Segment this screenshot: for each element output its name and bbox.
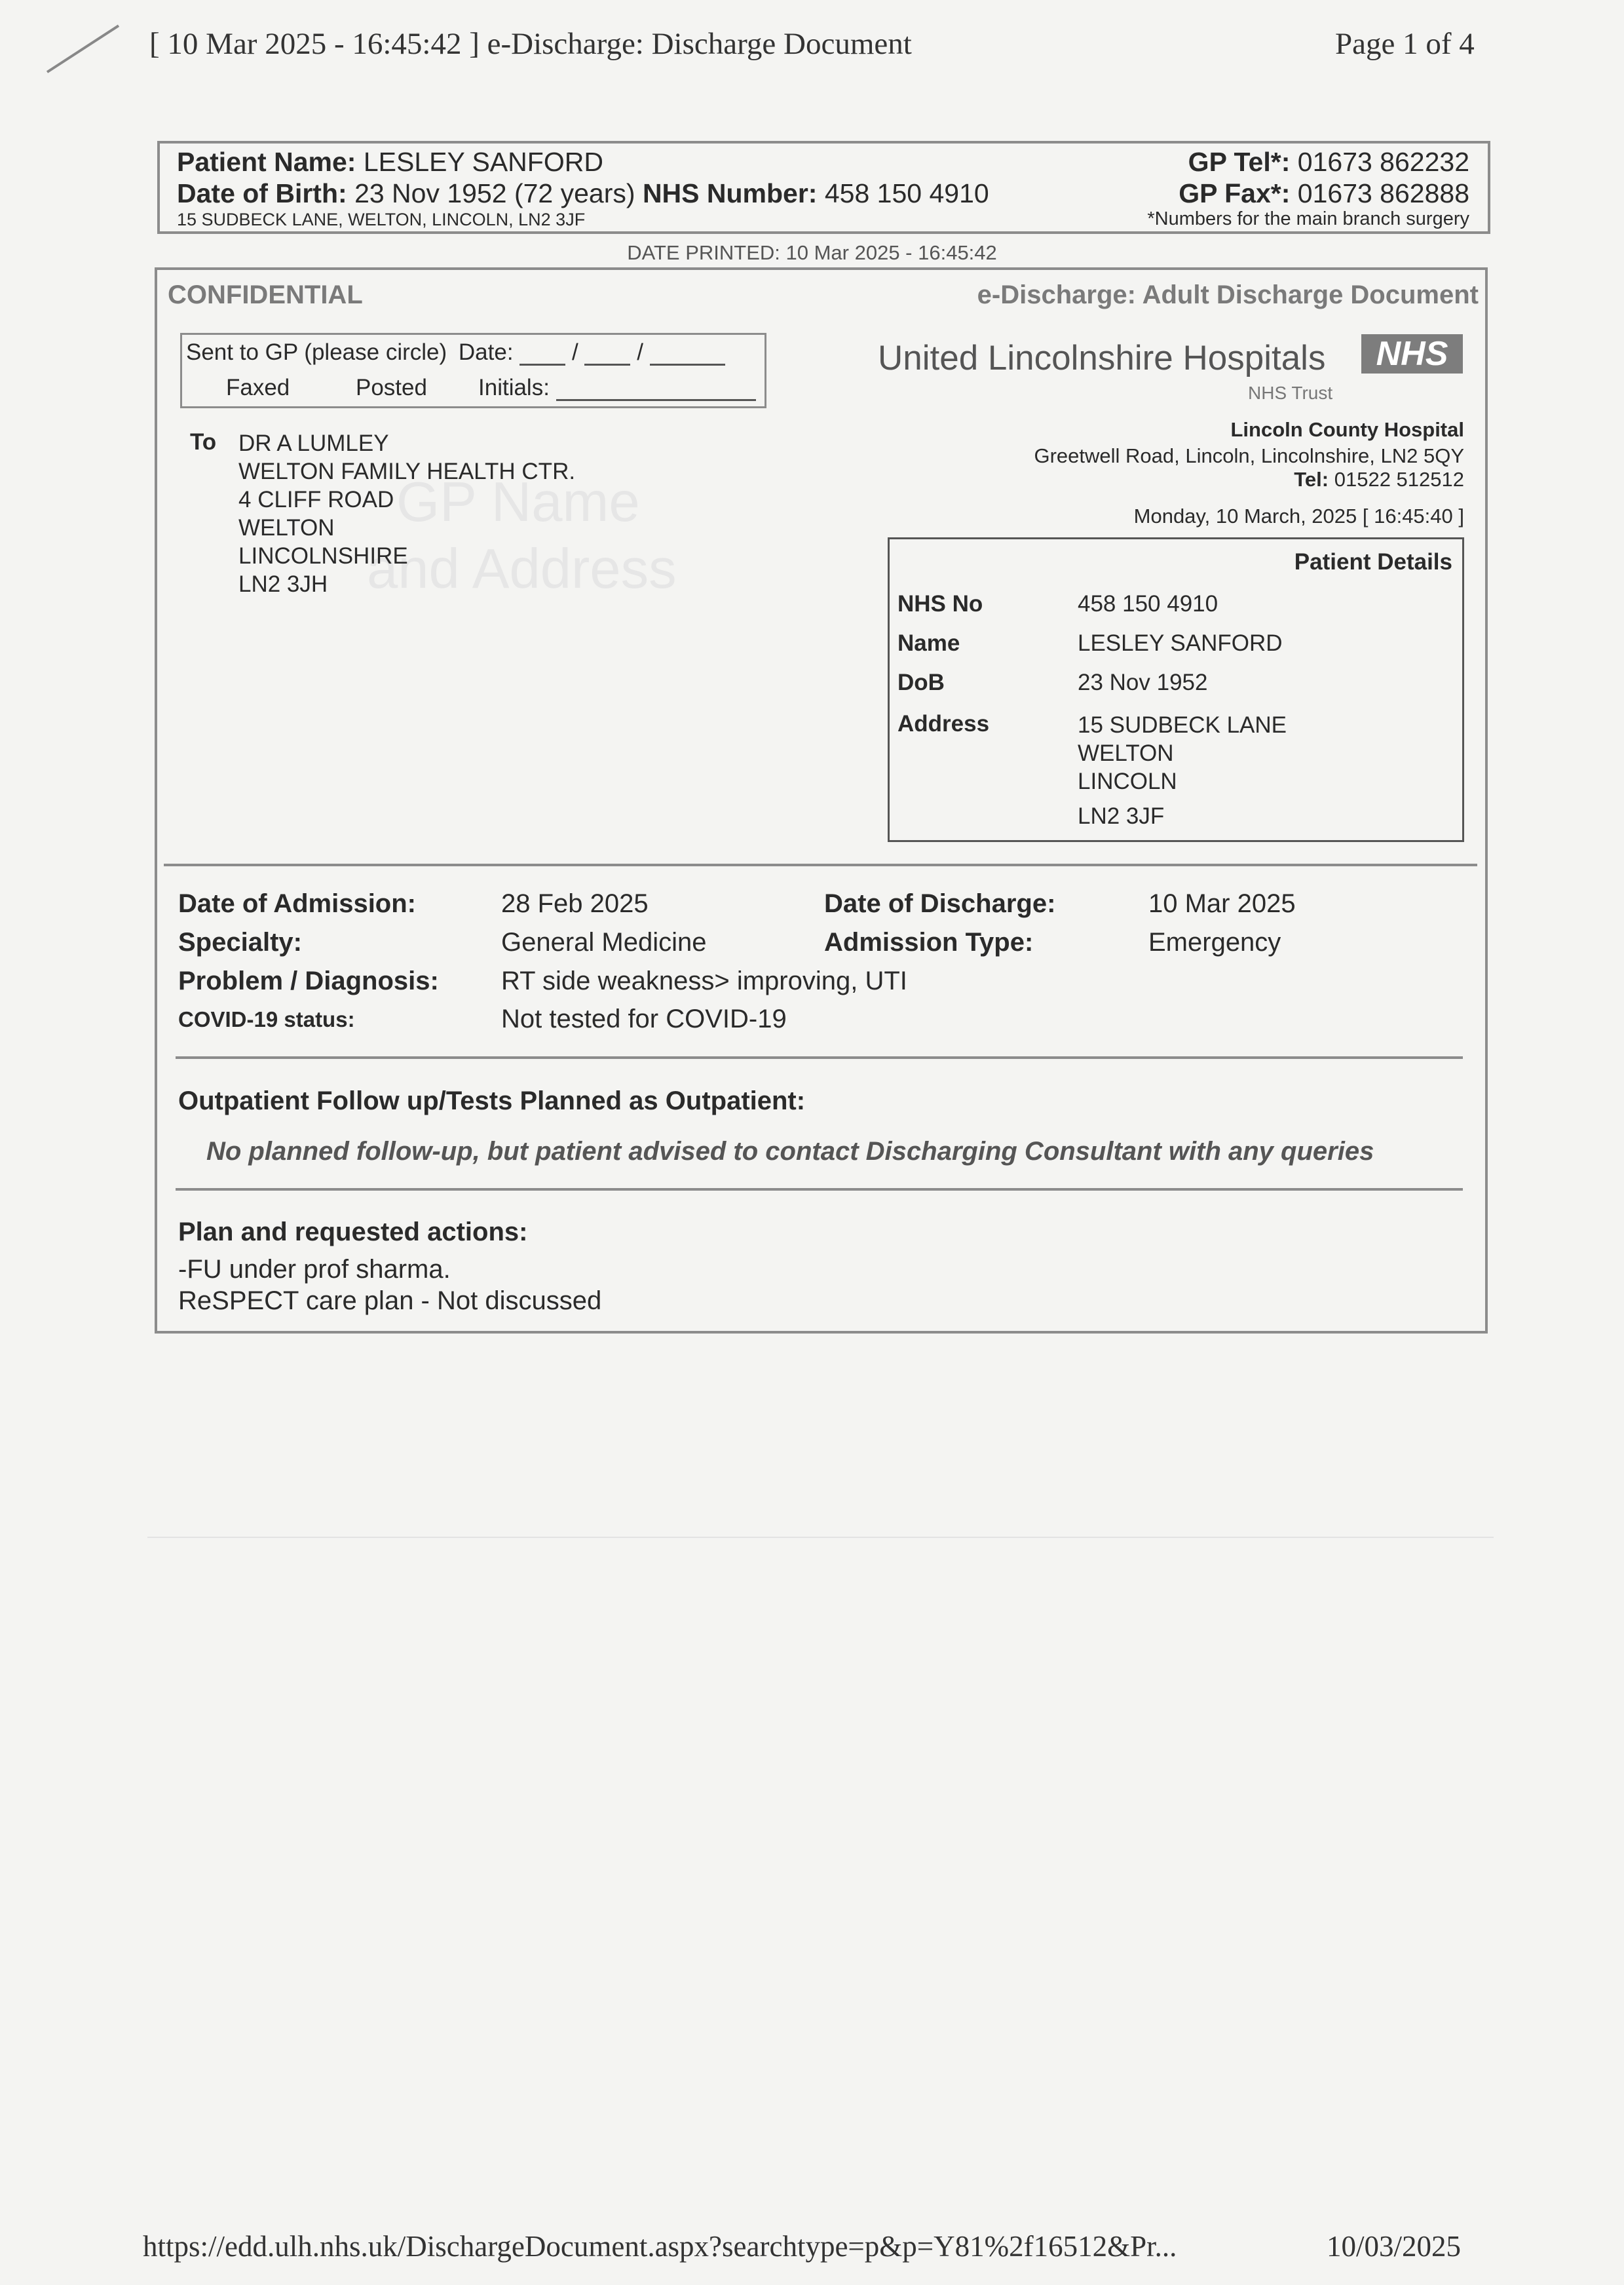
- plan-heading: Plan and requested actions:: [178, 1218, 528, 1246]
- banner-name-row: [177, 147, 603, 178]
- covid-status: Not tested for COVID-19: [501, 1005, 787, 1033]
- date-day-field[interactable]: [519, 340, 565, 366]
- followup-heading: Outpatient Follow up/Tests Planned as Outpatient:: [178, 1086, 806, 1115]
- faxed-option[interactable]: Faxed: [226, 375, 290, 400]
- specialty: General Medicine: [501, 928, 707, 957]
- watermark-address: and Address: [367, 538, 677, 600]
- trust-sub: NHS Trust: [1248, 383, 1333, 403]
- discharge-date: 10 Mar 2025: [1148, 889, 1296, 918]
- admission-type: Emergency: [1148, 928, 1281, 957]
- posted-option[interactable]: Posted: [356, 375, 427, 400]
- admission-type-label: Admission Type:: [824, 928, 1034, 957]
- gp-fax-label: GP Fax*:: [1179, 178, 1291, 208]
- specialty-label: Specialty:: [178, 928, 302, 957]
- banner-nhs-label: NHS Number:: [642, 178, 818, 208]
- pd-nhs: 458 150 4910: [1078, 591, 1218, 617]
- discharge-date-label: Date of Discharge:: [824, 889, 1056, 918]
- pd-address-line: 15 SUDBECK LANE: [1078, 712, 1287, 738]
- admission-date: 28 Feb 2025: [501, 889, 649, 918]
- sent-row: Sent to GP (please circle) Date: / /: [186, 339, 725, 366]
- pd-dob: 23 Nov 1952: [1078, 670, 1208, 695]
- hospital-address: Greetwell Road, Lincoln, Lincolnshire, LN2 5QY: [1034, 444, 1464, 467]
- pd-address-line: WELTON: [1078, 740, 1174, 766]
- divider: [164, 864, 1477, 866]
- footer-date: 10/03/2025: [1327, 2230, 1462, 2263]
- gp-address-line: 4 CLIFF ROAD: [238, 487, 394, 512]
- watermark-gp-name: GP Name: [396, 471, 640, 533]
- date-printed: DATE PRINTED: 10 Mar 2025 - 16:45:42: [627, 241, 997, 264]
- scan-mark: [47, 25, 119, 73]
- hospital-tel: 01522 512512: [1334, 468, 1464, 491]
- plan-line: -FU under prof sharma.: [178, 1255, 451, 1284]
- hospital-name: Lincoln County Hospital: [1230, 418, 1464, 441]
- pd-address-block: [1078, 711, 1287, 796]
- banner-dob-row: [177, 178, 989, 209]
- initials-row: [478, 375, 756, 401]
- admission-date-label: Date of Admission:: [178, 889, 416, 918]
- to-label: To: [190, 429, 217, 455]
- doc-type-title: e-Discharge: Adult Discharge Document: [977, 280, 1479, 309]
- plan-line: ReSPECT care plan - Not discussed: [178, 1286, 602, 1315]
- gp-address-line: LN2 3JH: [238, 571, 328, 597]
- initials-label: Initials:: [478, 375, 550, 400]
- pd-address-postcode: LN2 3JF: [1078, 803, 1165, 829]
- problem-diagnosis: RT side weakness> improving, UTI: [501, 967, 907, 995]
- followup-text: No planned follow-up, but patient advised to contact Discharging Consultant with any queries: [206, 1137, 1374, 1166]
- hospital-tel-row: [1294, 468, 1464, 491]
- problem-label: Problem / Diagnosis:: [178, 967, 439, 995]
- pd-address-label: Address: [897, 711, 990, 737]
- divider: [176, 1056, 1463, 1059]
- print-header-page: Page 1 of 4: [1335, 27, 1475, 61]
- hospital-tel-label: Tel:: [1294, 468, 1329, 491]
- scan-line: [147, 1537, 1494, 1538]
- gp-tel: 01673 862232: [1297, 147, 1469, 177]
- confidential-label: CONFIDENTIAL: [168, 280, 363, 309]
- banner-name: LESLEY SANFORD: [363, 147, 603, 177]
- banner-nhs: 458 150 4910: [824, 178, 989, 208]
- gp-fax: 01673 862888: [1297, 178, 1469, 208]
- date-month-field[interactable]: [584, 340, 630, 366]
- banner-address: 15 SUDBECK LANE, WELTON, LINCOLN, LN2 3JF: [177, 210, 586, 229]
- pd-dob-label: DoB: [897, 670, 945, 695]
- patient-details-heading: Patient Details: [1294, 549, 1452, 575]
- trust-name: United Lincolnshire Hospitals: [878, 339, 1326, 377]
- pd-address-line: LINCOLN: [1078, 769, 1177, 794]
- footer-url[interactable]: https://edd.ulh.nhs.uk/DischargeDocument.aspx?searchtype=p&p=Y81%2f16512&Pr...: [143, 2230, 1177, 2263]
- nhs-logo: NHS: [1361, 334, 1463, 374]
- divider: [176, 1188, 1463, 1191]
- gp-address-line: LINCOLNSHIRE: [238, 543, 408, 569]
- gp-tel-label: GP Tel*:: [1188, 147, 1291, 177]
- covid-label: COVID-19 status:: [178, 1007, 355, 1031]
- document-datetime: Monday, 10 March, 2025 [ 16:45:40 ]: [1133, 505, 1464, 528]
- date-label: Date:: [458, 339, 514, 365]
- initials-field[interactable]: [556, 375, 756, 401]
- banner-dob: 23 Nov 1952 (72 years): [354, 178, 635, 208]
- banner-gp-fax-row: [1179, 178, 1469, 209]
- sent-label: Sent to GP (please circle): [186, 339, 447, 365]
- pd-name-label: Name: [897, 630, 960, 656]
- banner-note: *Numbers for the main branch surgery: [1147, 208, 1469, 229]
- banner-name-label: Patient Name:: [177, 147, 356, 177]
- date-year-field[interactable]: [650, 340, 725, 366]
- gp-address-line: WELTON: [238, 515, 335, 541]
- banner-gp-tel-row: [1188, 147, 1469, 178]
- banner-dob-label: Date of Birth:: [177, 178, 347, 208]
- pd-name: LESLEY SANFORD: [1078, 630, 1283, 656]
- gp-address-line: DR A LUMLEY: [238, 431, 389, 456]
- print-header-title: [ 10 Mar 2025 - 16:45:42 ] e-Discharge: Discharge Document: [149, 27, 912, 61]
- gp-address-line: WELTON FAMILY HEALTH CTR.: [238, 459, 576, 484]
- pd-nhs-label: NHS No: [897, 591, 983, 617]
- gp-address-block: [238, 429, 575, 598]
